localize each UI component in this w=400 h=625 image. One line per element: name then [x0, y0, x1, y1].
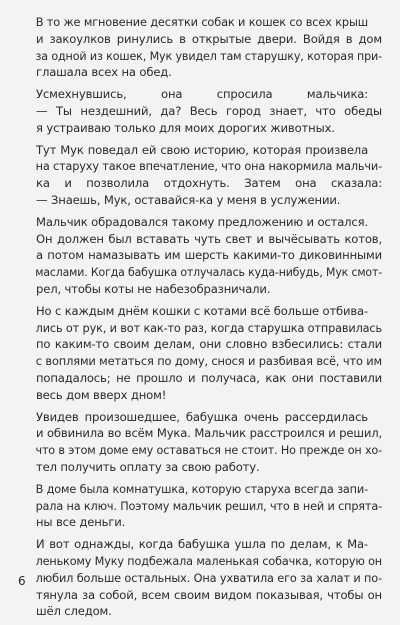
text-line: Тут Мук поведал ей свою историю, которая произвела [36, 142, 369, 157]
text-line: В доме была комнатушка, которую старуха всегда запи- [35, 481, 369, 496]
text-line: и закоулков ринулись в открытые двери. Войдя в дом [36, 31, 382, 46]
paragraph [22, 303, 382, 404]
text-line: — Ты нездешний, да? Весь город знает, что обеды [36, 103, 382, 118]
text-line: с воплями метаться по дому, снося и разбивая всё, что им [35, 354, 382, 369]
text-line: я устраиваю только для моих дорогих животных. [36, 120, 335, 135]
text-line: что в этом доме ему оставаться не стоит. Но прежде он хо- [35, 443, 383, 458]
text-line: попадалось; не прошло и получаса, как они поставили [36, 370, 383, 385]
paragraph [22, 142, 382, 209]
text-line: любил больше остальных. Она ухватила его за халат и по- [35, 570, 383, 585]
text-line: рел, чтобы коты не набезобразничали. [36, 281, 271, 296]
text-line: Мальчик обрадовался такому предложению и остался. [35, 214, 369, 229]
text-line: весь дом вверх дном! [36, 387, 167, 402]
paragraph [22, 536, 382, 620]
text-line: Усмехнувшись, она спросила мальчика: [36, 87, 369, 102]
text-line: глашала всех на обед. [36, 65, 172, 80]
text-line: шёл следом. [36, 604, 112, 619]
text-line: ны все деньги. [36, 515, 126, 530]
text-line: — Знаешь, Мук, оставайся-ка у меня в услужении. [36, 192, 341, 207]
text-line: Но с каждым днём кошки с котами всё больше отбива- [35, 303, 369, 318]
book-page [22, 14, 382, 625]
text-line: Он должен был вставать чуть свет и вычёсывать котов, [36, 231, 383, 246]
text-line: И вот однажды, когда бабушка ушла по делам, к Ма- [36, 537, 368, 552]
text-line: ка и позволила отдохнуть. Затем она сказала: [36, 176, 382, 191]
text-line: рала на ключ. Поэтому мальчик решил, что в ней и спрята- [35, 498, 382, 513]
text-line: тел получить оплату за свою работу. [36, 459, 260, 474]
text-line: ленькому Муку подбежала маленькая собачка, которую он [35, 553, 382, 568]
text-line: по каким-то своим делам, они словно взбесились: стали [36, 337, 383, 352]
paragraph [22, 409, 382, 476]
text-line: Увидев произошедшее, бабушка очень рассердилась [36, 409, 368, 424]
text-line: на старуху такое впечатление, что она накормила мальчи- [35, 159, 383, 174]
paragraph [22, 481, 382, 531]
paragraph [22, 14, 382, 81]
text-line: а потом намазывать им шерсть какими-то диковинными [36, 248, 383, 263]
text-line: лись от рук, и вот как-то раз, когда старушка отправилась [35, 320, 383, 335]
text-line: тянула за собой, всем своим видом показывая, чтобы он [36, 587, 382, 602]
text-line: В то же мгновение десятки собак и кошек со всех крыш [35, 15, 368, 29]
paragraph [22, 86, 382, 136]
page-number: 6 [18, 574, 26, 588]
text-line: и обвинила во всём Мука. Мальчик расстроился и решил, [36, 426, 383, 441]
text-line: за одной из кошек, Мук увидел там старушку, которая при- [35, 48, 383, 63]
paragraph [22, 214, 382, 298]
text-line: маслами. Когда бабушка отлучалась куда-нибудь, Мук смот- [35, 265, 383, 280]
